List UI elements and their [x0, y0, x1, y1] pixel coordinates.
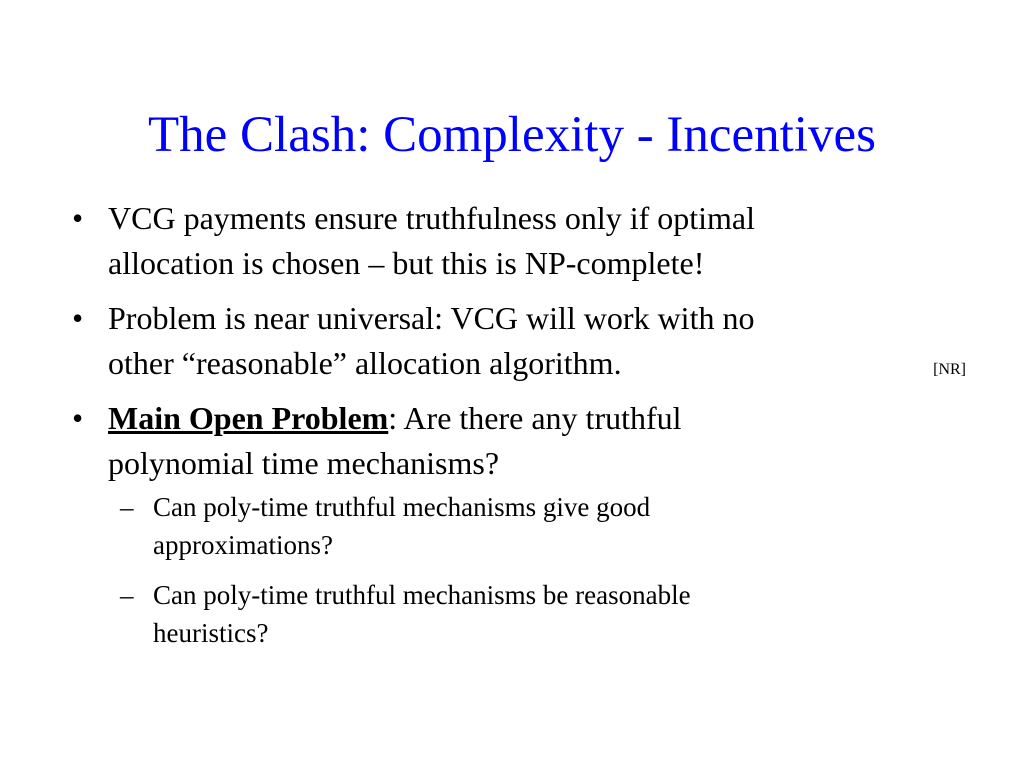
- bullet-item: [72, 196, 972, 286]
- bullet-line: allocation is chosen – but this is NP-complete!: [108, 245, 705, 281]
- bullet-list: [72, 196, 972, 664]
- sub-bullet-marker: –: [120, 492, 134, 522]
- bullet-line: polynomial time mechanisms?: [108, 445, 500, 481]
- slide-title: The Clash: Complexity - Incentives: [147, 107, 877, 163]
- sub-bullet-line: Can poly-time truthful mechanisms be reasonable: [153, 580, 691, 610]
- sub-bullet-line: Can poly-time truthful mechanisms give good: [153, 492, 651, 522]
- emphasis-text: Main Open Problem: [108, 400, 389, 436]
- bullet-marker: •: [72, 200, 84, 236]
- sub-bullet-item: [108, 576, 972, 652]
- sub-bullet-list: [108, 488, 972, 652]
- sub-bullet-line: approximations?: [153, 530, 333, 560]
- bullet-marker: •: [72, 400, 84, 436]
- bullet-line: other “reasonable” allocation algorithm.: [108, 345, 622, 381]
- citation: [NR]: [933, 361, 966, 378]
- bullet-line: Problem is near universal: VCG will work with no: [108, 300, 755, 336]
- sub-bullet-marker: –: [120, 580, 134, 610]
- bullet-item: [72, 296, 972, 386]
- sub-bullet-item: [108, 488, 972, 564]
- bullet-item: [72, 396, 972, 652]
- sub-bullet-line: heuristics?: [153, 618, 269, 648]
- bullet-line: : Are there any truthful: [388, 400, 682, 436]
- bullet-line: VCG payments ensure truthfulness only if optimal: [108, 200, 756, 236]
- bullet-marker: •: [72, 300, 84, 336]
